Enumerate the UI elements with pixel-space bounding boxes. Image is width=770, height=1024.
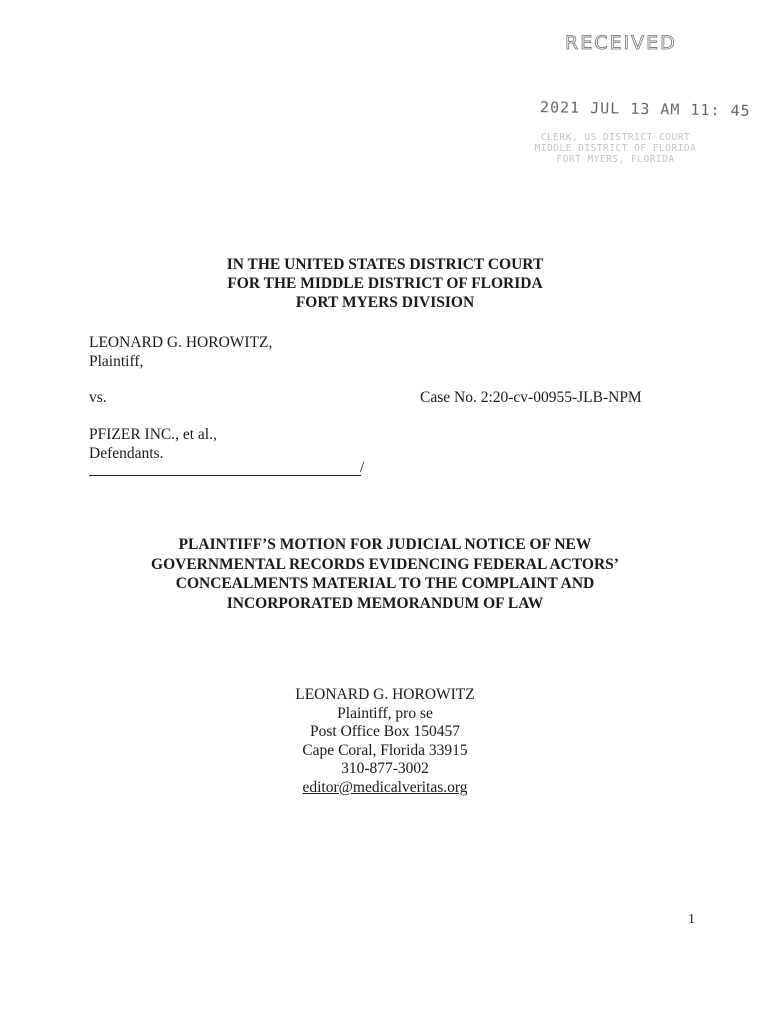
signer-name: LEONARD G. HOROWITZ xyxy=(295,686,475,703)
defendant-name: PFIZER INC., et al., xyxy=(89,426,217,443)
signature-block xyxy=(0,686,770,797)
defendant-block xyxy=(89,425,217,463)
clerk-stamp-line: MIDDLE DISTRICT OF FLORIDA xyxy=(534,143,697,154)
court-header-line: FORT MYERS DIVISION xyxy=(295,294,475,311)
page-number: 1 xyxy=(688,912,695,927)
plaintiff-block xyxy=(89,333,272,371)
plaintiff-name: LEONARD G. HOROWITZ, xyxy=(89,334,273,351)
court-header-line: FOR THE MIDDLE DISTRICT OF FLORIDA xyxy=(227,275,543,292)
received-stamp-date: 2021 JUL 13 AM 11: 45 xyxy=(539,98,751,120)
motion-title-line: GOVERNMENTAL RECORDS EVIDENCING FEDERAL ACTORS’ xyxy=(151,555,619,573)
motion-title-line: INCORPORATED MEMORANDUM OF LAW xyxy=(226,594,544,612)
received-stamp xyxy=(565,32,677,54)
caption-divider xyxy=(89,475,361,476)
signer-address-line-2: Cape Coral, Florida 33915 xyxy=(302,741,468,759)
versus-label: vs. xyxy=(89,389,107,406)
case-number: Case No. 2:20-cv-00955-JLB-NPM xyxy=(420,389,642,406)
defendant-role: Defendants. xyxy=(89,445,164,462)
court-header-line: IN THE UNITED STATES DISTRICT COURT xyxy=(226,256,544,273)
motion-title-line: PLAINTIFF’S MOTION FOR JUDICIAL NOTICE OF NEW xyxy=(178,536,592,553)
motion-title-line: CONCEALMENTS MATERIAL TO THE COMPLAINT AND xyxy=(175,575,595,592)
clerk-stamp-line: FORT MYERS, FLORIDA xyxy=(556,154,675,165)
clerk-stamp xyxy=(528,132,703,165)
received-stamp-text: RECEIVED xyxy=(565,32,677,54)
signer-phone: 310-877-3002 xyxy=(341,760,429,777)
court-header xyxy=(0,255,770,312)
signer-address-line-1: Post Office Box 150457 xyxy=(310,723,460,740)
clerk-stamp-line: CLERK, US DISTRICT COURT xyxy=(540,132,691,143)
signer-email-link[interactable]: editor@medicalveritas.org xyxy=(302,778,468,796)
signer-role: Plaintiff, pro se xyxy=(337,704,433,722)
plaintiff-role: Plaintiff, xyxy=(89,353,144,370)
caption-slash: / xyxy=(360,459,365,476)
motion-title xyxy=(0,535,770,613)
